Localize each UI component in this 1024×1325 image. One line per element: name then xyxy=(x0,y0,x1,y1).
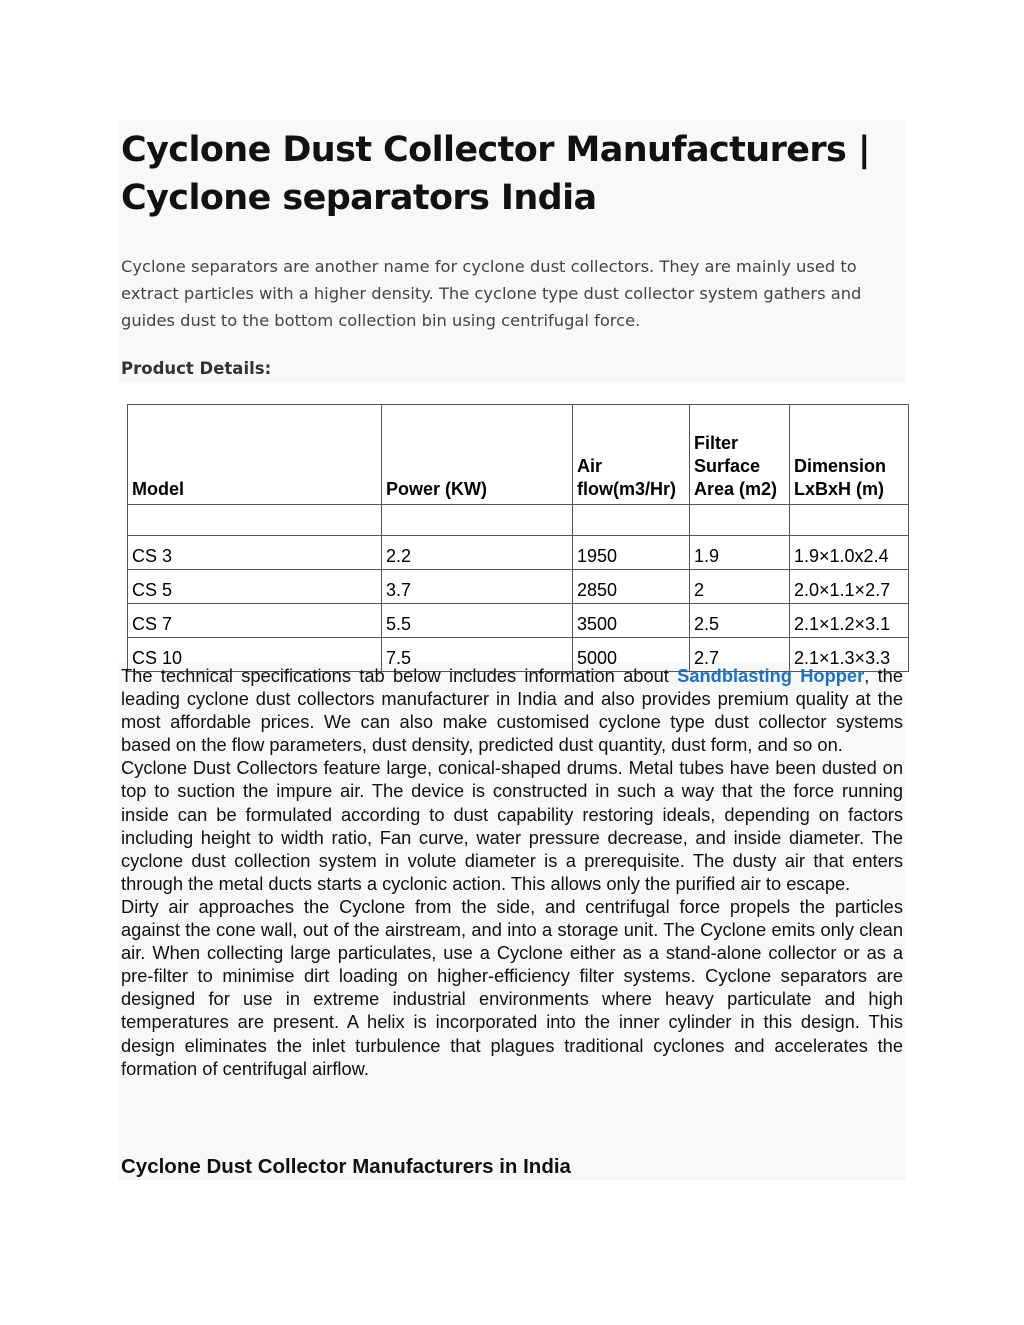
specifications-table xyxy=(127,404,909,672)
cell-airflow: 1950 xyxy=(573,536,690,570)
cell-model: CS 7 xyxy=(128,604,382,638)
header-power: Power (KW) xyxy=(382,405,573,505)
cell-filter-area: 2 xyxy=(690,570,790,604)
cell-filter-area: 1.9 xyxy=(690,536,790,570)
paragraph-technical-specs xyxy=(121,664,903,756)
paragraph-features: Cyclone Dust Collectors feature large, conical-shaped drums. Metal tubes have been dusted on top to suction the impure air. The device is constructed in such a way that the force running inside can be formulated according to dust capability restoring ideals, depending on factors including height to width ratio, Fan curve, water pressure decrease, and inside diameter. The cyclone dust collection system in volute diameter is a prerequisite. The dusty air that enters through the metal ducts starts a cyclonic action. This allows only the purified air to escape. xyxy=(121,757,903,894)
page-title: Cyclone Dust Collector Manufacturers | Cyclone separators India xyxy=(121,130,871,218)
product-details-heading: Product Details: xyxy=(121,359,272,378)
header-dimension: Dimension LxBxH (m) xyxy=(790,405,909,505)
table-row xyxy=(128,536,909,570)
table-header-row xyxy=(128,405,909,505)
cell-filter-area: 2.5 xyxy=(690,604,790,638)
article-body xyxy=(121,664,903,1080)
cell-power: 3.7 xyxy=(382,570,573,604)
sandblasting-hopper-link[interactable]: Sandblasting Hopper xyxy=(677,665,865,686)
header-airflow: Air flow(m3/Hr) xyxy=(573,405,690,505)
table-row xyxy=(128,604,909,638)
cell-model: CS 10 xyxy=(128,638,382,672)
cell-airflow: 3500 xyxy=(573,604,690,638)
cell-power: 2.2 xyxy=(382,536,573,570)
cell-filter-area: 2.7 xyxy=(690,638,790,672)
cell-dimension: 1.9×1.0x2.4 xyxy=(790,536,909,570)
cell-dimension: 2.0×1.1×2.7 xyxy=(790,570,909,604)
table-row xyxy=(128,570,909,604)
cell-dimension: 2.1×1.3×3.3 xyxy=(790,638,909,672)
paragraph-text: The technical specifications tab below includes information about xyxy=(121,665,678,686)
header-model: Model xyxy=(128,405,382,505)
paragraph-text: , the leading cyclone dust collectors manufacturer in India and also provides premium quality at the most affordable prices. We can also make customised cyclone type dust collector systems based on the flow parameters, dust density, predicted dust quantity, dust form, and so on. xyxy=(121,665,904,756)
paragraph-operation: Dirty air approaches the Cyclone from the side, and centrifugal force propels the particles against the cone wall, out of the airstream, and into a storage unit. The Cyclone emits only clean air. When collecting large particulates, use a Cyclone either as a stand-alone collector or as a pre-filter to minimise dirt loading on higher-efficiency filter systems. Cyclone separators are designed for use in extreme industrial environments where heavy particulate and high temperatures are present. A helix is incorporated into the inner cylinder in this design. This design eliminates the inlet turbulence that plagues traditional cyclones and accelerates the formation of centrifugal airflow. xyxy=(121,895,903,1079)
cell-model: CS 3 xyxy=(128,536,382,570)
cell-airflow: 5000 xyxy=(573,638,690,672)
intro-paragraph: Cyclone separators are another name for cyclone dust collectors. They are mainly used to extract particles with a higher density. The cyclone type dust collector system gathers and guides dust to the bottom collection bin using centrifugal force. xyxy=(121,257,862,330)
cell-power: 5.5 xyxy=(382,604,573,638)
cell-model: CS 5 xyxy=(128,570,382,604)
header-filter-area: Filter Surface Area (m2) xyxy=(690,405,790,505)
cell-dimension: 2.1×1.2×3.1 xyxy=(790,604,909,638)
cell-power: 7.5 xyxy=(382,638,573,672)
section-heading: Cyclone Dust Collector Manufacturers in India xyxy=(121,1155,571,1178)
cell-airflow: 2850 xyxy=(573,570,690,604)
table-empty-row xyxy=(128,505,909,536)
